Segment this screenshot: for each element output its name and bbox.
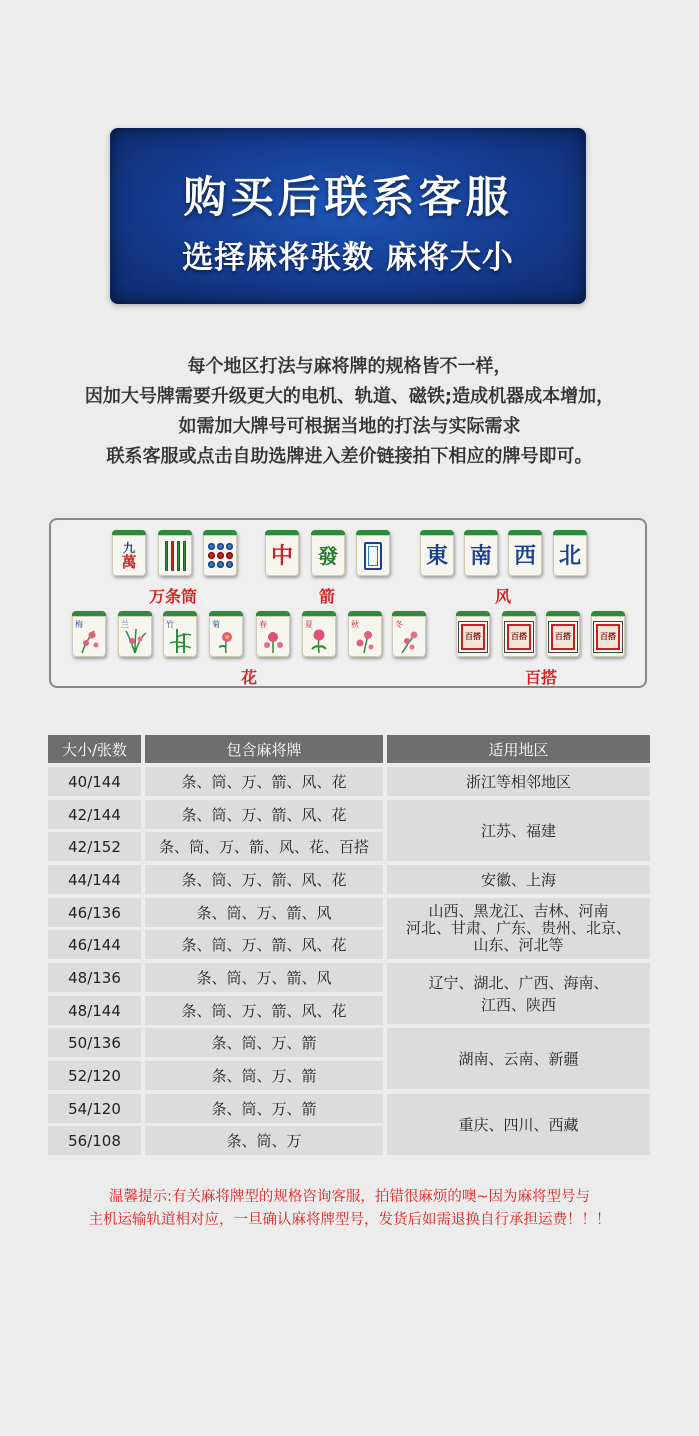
warning-line: 主机运输轨道相对应，一旦确认麻将牌型号，发货后如需退换自行承担运费！！！	[88, 1212, 611, 1228]
size-cell: 52/120	[48, 1061, 141, 1090]
tiles-cell: 条、筒、万、箭、风、花、百搭	[145, 832, 383, 861]
intro-line: 如需加大牌号可根据当地的打法与实际需求	[178, 416, 521, 437]
summer-flower-tile	[302, 611, 336, 657]
region-cell	[387, 1094, 650, 1155]
region-line: 辽宁、湖北、广西、海南、	[428, 973, 609, 992]
tiles-cell: 条、筒、万、箭	[145, 1061, 383, 1090]
region-line: 山东、河北等	[473, 936, 564, 954]
region-line: 安徽、上海	[480, 870, 556, 889]
tiles-cell: 条、筒、万、箭、风、花	[145, 865, 383, 894]
tiles-cell: 条、筒、万、箭、风、花	[145, 767, 383, 796]
region-cell	[387, 865, 650, 894]
size-cell: 48/136	[48, 963, 141, 992]
banner-subtitle: 选择麻将张数 麻将大小	[182, 240, 514, 276]
character-nine-tile	[112, 530, 146, 576]
tile-label: 秋	[351, 619, 359, 629]
baida-tile	[591, 611, 625, 657]
tile-label: 兰	[121, 619, 129, 629]
tile-label: 菊	[212, 619, 220, 629]
tile-types-panel	[49, 518, 647, 688]
chrysanthemum-flower-tile	[209, 611, 243, 657]
region-line: 河北、甘肃、广东、贵州、北京、	[405, 919, 631, 937]
baida-text: 百搭	[551, 624, 575, 650]
winter-flower-tile	[392, 611, 426, 657]
baida-tile	[456, 611, 490, 657]
tiles-cell: 条、筒、万、箭	[145, 1028, 383, 1057]
region-line: 湖南、云南、新疆	[458, 1049, 579, 1068]
tiles-cell: 条、筒、万、箭、风、花	[145, 996, 383, 1025]
tile-glyph: 東	[425, 542, 448, 569]
baida-label: 百搭	[525, 668, 558, 687]
tile-label: 梅	[75, 619, 83, 629]
size-cell: 40/144	[48, 767, 141, 796]
banner-title: 购买后联系客服	[183, 173, 513, 223]
tile-label: 竹	[166, 619, 174, 629]
region-cell	[387, 963, 650, 1024]
region-cell	[387, 767, 650, 796]
region-line: 重庆、四川、西藏	[458, 1115, 579, 1134]
intro-line: 因加大号牌需要升级更大的电机、轨道、磁铁;造成机器成本增加，	[84, 386, 615, 407]
region-cell	[387, 800, 650, 861]
tile-glyph: 南	[469, 542, 492, 569]
east-wind-tile	[420, 530, 454, 576]
size-cell: 56/108	[48, 1126, 141, 1155]
intro-line: 每个地区打法与麻将牌的规格皆不一样，	[187, 356, 512, 377]
tile-glyph: 發	[318, 543, 338, 568]
intro-text	[0, 352, 699, 472]
baida-tile	[502, 611, 536, 657]
tiles-cell: 条、筒、万、箭、风、花	[145, 800, 383, 829]
size-cell: 50/136	[48, 1028, 141, 1057]
tiles-cell: 条、筒、万	[145, 1126, 383, 1155]
tile-glyph: 中	[270, 542, 293, 569]
plum-flower-tile	[72, 611, 106, 657]
suits-label: 万条筒	[149, 587, 198, 606]
baida-tile	[546, 611, 580, 657]
intro-line: 联系客服或点击自助选牌进入差价链接拍下相应的牌号即可。	[106, 446, 593, 467]
region-line: 山西、黑龙江、吉林、河南	[428, 902, 609, 920]
table-header: 适用地区	[387, 735, 650, 763]
size-cell: 54/120	[48, 1094, 141, 1123]
white-dragon-tile	[356, 530, 390, 576]
tiles-cell: 条、筒、万、箭、风	[145, 963, 383, 992]
circle-dots-tile	[203, 530, 237, 576]
size-cell: 42/152	[48, 832, 141, 861]
tiles-cell: 条、筒、万、箭、风	[145, 898, 383, 927]
warning-line: 温馨提示:有关麻将牌型的规格咨询客服，拍错很麻烦的噢~因为麻将型号与	[108, 1189, 591, 1205]
flowers-label: 花	[241, 668, 258, 687]
region-line: 江苏、福建	[480, 821, 556, 840]
tile-glyph: 西	[513, 542, 536, 569]
contact-service-banner	[110, 128, 586, 304]
orchid-flower-tile	[118, 611, 152, 657]
baida-text: 百搭	[461, 624, 485, 650]
autumn-flower-tile	[348, 611, 382, 657]
tile-label: 春	[259, 619, 267, 629]
red-dragon-tile	[265, 530, 299, 576]
baida-text: 百搭	[507, 624, 531, 650]
tile-glyph: 九	[122, 540, 135, 555]
tile-label: 夏	[305, 619, 313, 629]
tile-glyph: 萬	[121, 552, 137, 571]
region-cell	[387, 1028, 650, 1089]
region-line: 浙江等相邻地区	[465, 772, 571, 791]
west-wind-tile	[508, 530, 542, 576]
size-cell: 46/136	[48, 898, 141, 927]
bamboo-tile	[158, 530, 192, 576]
size-cell: 44/144	[48, 865, 141, 894]
baida-text: 百搭	[596, 624, 620, 650]
north-wind-tile	[553, 530, 587, 576]
tiles-cell: 条、筒、万、箭	[145, 1094, 383, 1123]
table-header: 包含麻将牌	[145, 735, 383, 763]
dragons-label: 箭	[319, 587, 336, 606]
size-cell: 46/144	[48, 930, 141, 959]
tile-label: 冬	[395, 619, 403, 629]
winds-label: 风	[495, 587, 512, 606]
tiles-cell: 条、筒、万、箭、风、花	[145, 930, 383, 959]
region-cell	[387, 898, 650, 959]
size-cell: 48/144	[48, 996, 141, 1025]
spring-flower-tile	[256, 611, 290, 657]
tile-glyph: 北	[558, 542, 581, 569]
size-cell: 42/144	[48, 800, 141, 829]
region-line: 江西、陕西	[480, 995, 556, 1014]
bamboo-flower-tile	[163, 611, 197, 657]
south-wind-tile	[464, 530, 498, 576]
green-dragon-tile	[311, 530, 345, 576]
warning-notice	[0, 1186, 699, 1232]
table-header: 大小/张数	[48, 735, 141, 763]
